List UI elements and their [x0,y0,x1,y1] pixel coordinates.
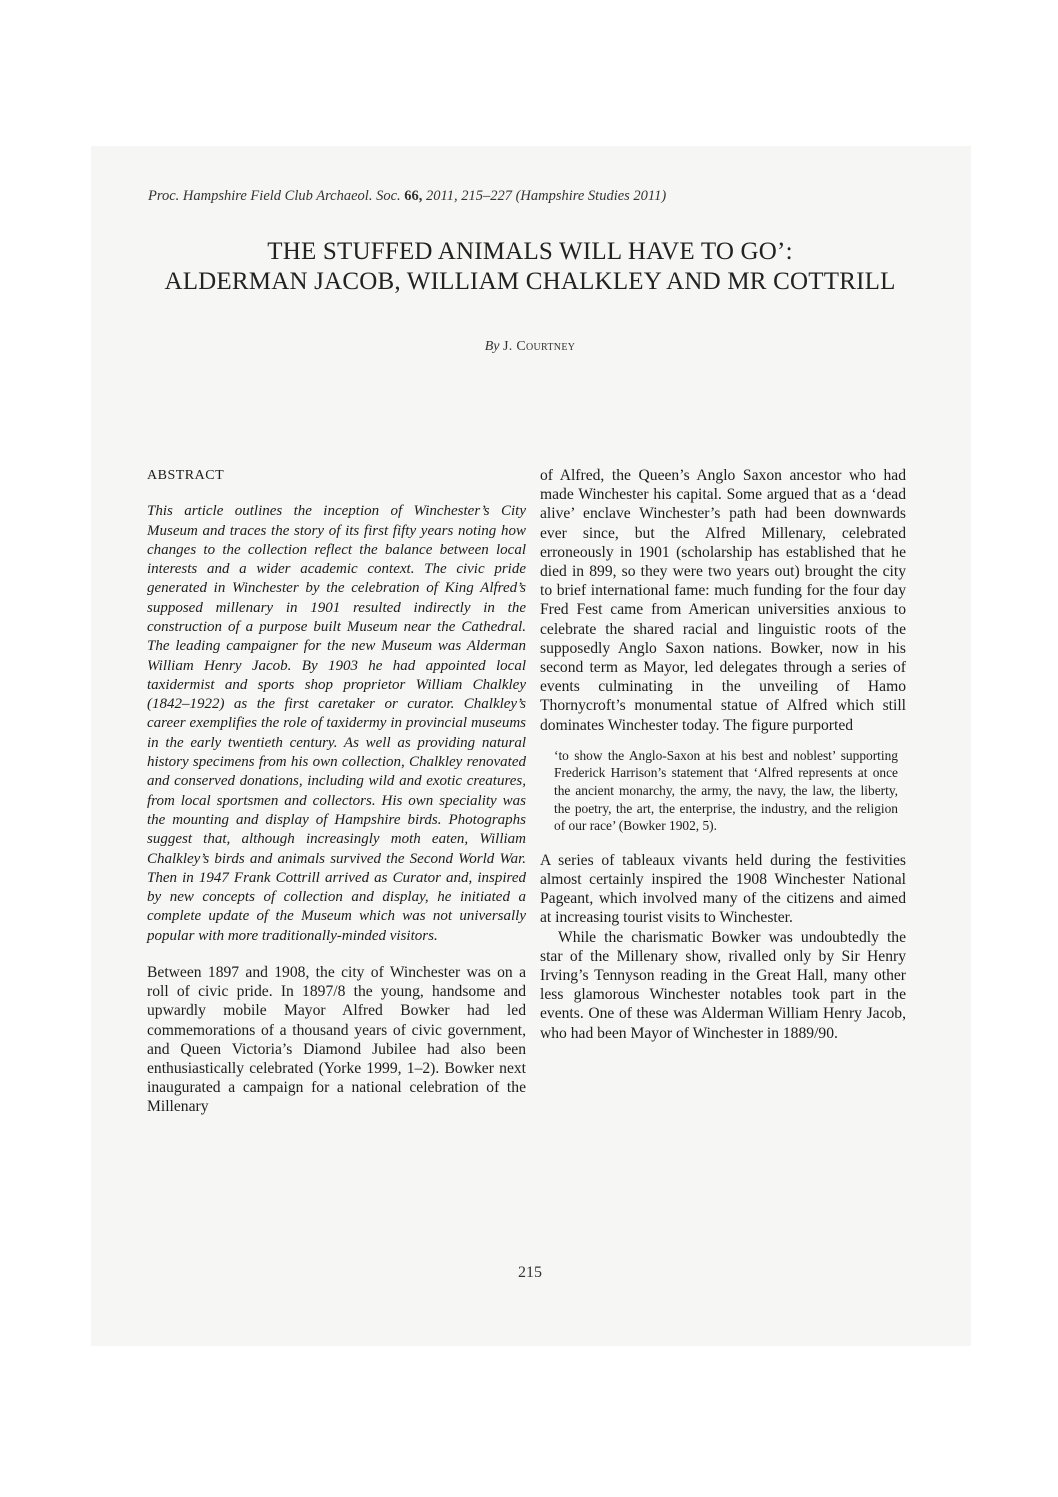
author-name: J. Courtney [503,339,576,354]
body-paragraph-3: A series of tableaux vivants held during the festivities almost certainly inspired the 1908 Winchester National Pageant, which involved many of the citizens and aimed at increasing tourist visits to Winchester. [540,851,906,927]
article-title-line-1: THE STUFFED ANIMALS WILL HAVE TO GO’: [267,238,793,265]
byline-prefix: By [484,339,500,354]
journal-year-pages: 2011, 215–227 (Hampshire Studies 2011) [426,188,667,204]
left-column [147,466,526,1117]
block-quote: ‘to show the Anglo-Saxon at his best and noblest’ supporting Frederick Harrison’s statement that ‘Alfred represents at once the ancient monarchy, the army, the navy, the law, the liberty, the poetry, the art, the enterprise, the industry, and the religion of our race’ (Bowker 1902, 5). [554,747,898,834]
page-number: 215 [518,1264,542,1281]
abstract-heading: ABSTRACT [147,468,225,483]
journal-citation: Proc. Hampshire Field Club Archaeol. Soc. [148,188,401,204]
journal-citation-line [148,188,908,205]
body-paragraph-2: of Alfred, the Queen’s Anglo Saxon ancestor who had made Winchester his capital. Some argued that as a ‘dead alive’ enclave Winchester’s path had been downwards ever since, but the Alfred Millenary, celebrated erroneously in 1901 (scholarship has established that he died in 899, so they were two years out) brought the city to brief international fame: much funding for the four day Fred Fest came from American universities anxious to celebrate the shared racial and linguistic roots of the supposedly Anglo Saxon nations. Bowker, now in his second term as Mayor, led delegates through a series of events culminating in the unveiling of Hamo Thornycroft’s monumental statue of Alfred which still dominates Winchester today. The figure purported [540,467,906,734]
body-paragraph-1: Between 1897 and 1908, the city of Winchester was on a roll of civic pride. In 1897/8 the young, handsome and upwardly mobile Mayor Alfred Bowker had led commemorations of a thousand years of civic government, and Queen Victoria’s Diamond Jubilee had also been enthusiastically celebrated (Yorke 1999, 1–2). Bowker next inaugurated a campaign for a national celebration of the Millenary [147,964,526,1116]
article-title [120,237,940,297]
byline [120,339,940,355]
journal-volume: 66, [404,188,423,204]
body-paragraph-4: While the charismatic Bowker was undoubtedly the star of the Millenary show, rivalled only by Sir Henry Irving’s Tennyson reading in the Great Hall, many other less glamorous Winchester notables took part in the events. One of these was Alderman William Henry Jacob, who had been Mayor of Winchester in 1889/90. [540,928,906,1042]
right-column [540,466,906,1043]
article-title-line-2: ALDERMAN JACOB, WILLIAM CHALKLEY AND MR COTTRILL [164,268,896,295]
abstract-text: This article outlines the inception of Winchester’s City Museum and traces the story of its first fifty years noting how changes to the collection reflect the balance between local interests and a wider academic context. The civic pride generated in Winchester by the celebration of King Alfred’s supposed millenary in 1901 resulted indirectly in the construction of a purpose built Museum near the Cathedral. The leading campaigner for the new Museum was Alderman William Henry Jacob. By 1903 he had appointed local taxidermist and sports shop proprietor William Chalkley (1842–1922) as the first caretaker or curator. Chalkley’s career exemplifies the role of taxidermy in provincial museums in the early twentieth century. As well as providing natural history specimens from his own collection, Chalkley renovated and conserved donations, including wild and exotic creatures, from local sportsmen and collectors. His own speciality was the mounting and display of Hampshire birds. Photographs suggest that, although increasingly moth eaten, William Chalkley’s birds and animals survived the Second World War. Then in 1947 Frank Cottrill arrived as Curator and, inspired by new concepts of collection and display, he initiated a complete update of the Museum which was not universally popular with more traditionally-minded visitors. [147,503,526,944]
